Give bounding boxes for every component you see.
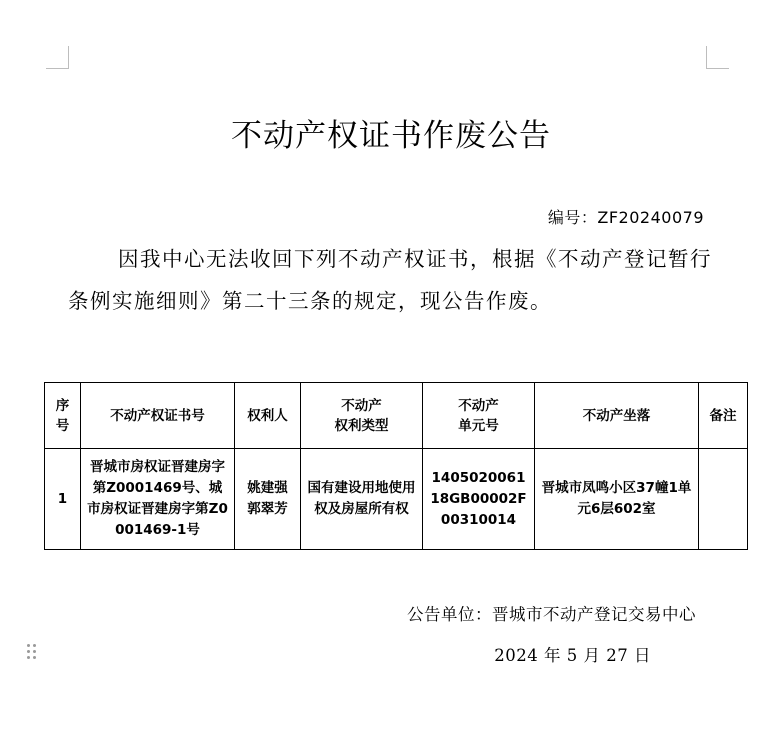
header-seq: 序号 bbox=[45, 383, 81, 449]
announcement-body: 因我中心无法收回下列不动产权证书，根据《不动产登记暂行条例实施细则》第二十三条的规定，现公告作废。 bbox=[68, 247, 712, 313]
certificate-table bbox=[44, 382, 748, 550]
issuing-unit: 公告单位：晋城市不动产登记交易中心 bbox=[407, 605, 696, 624]
document-title: 不动产权证书作废公告 bbox=[231, 118, 551, 154]
header-holder: 权利人 bbox=[235, 383, 301, 449]
header-remark: 备注 bbox=[699, 383, 748, 449]
table-header-row bbox=[45, 383, 748, 449]
cell-seq: 1 bbox=[45, 449, 81, 550]
header-right-type: 不动产 权利类型 bbox=[301, 383, 423, 449]
drag-handle-icon[interactable] bbox=[27, 644, 37, 660]
header-cert-no: 不动产权证书号 bbox=[81, 383, 235, 449]
header-unit-no: 不动产 单元号 bbox=[423, 383, 535, 449]
page-corner-top-right bbox=[706, 46, 729, 69]
document-number: 编号：ZF20240079 bbox=[547, 208, 704, 227]
issue-date: 2024 年 5 月 27 日 bbox=[494, 646, 651, 665]
cell-unit-no: 140502006118GB00002F00310014 bbox=[423, 449, 535, 550]
header-location: 不动产坐落 bbox=[535, 383, 699, 449]
page-corner-top-left bbox=[46, 46, 69, 69]
cell-location: 晋城市凤鸣小区37幢1单元6层602室 bbox=[535, 449, 699, 550]
cell-holder: 姚建强 郭翠芳 bbox=[235, 449, 301, 550]
table-row bbox=[45, 449, 748, 550]
cell-remark bbox=[699, 449, 748, 550]
cell-cert-no: 晋城市房权证晋建房字第Z0001469号、城市房权证晋建房字第Z0001469-1号 bbox=[81, 449, 235, 550]
cell-right-type: 国有建设用地使用权及房屋所有权 bbox=[301, 449, 423, 550]
